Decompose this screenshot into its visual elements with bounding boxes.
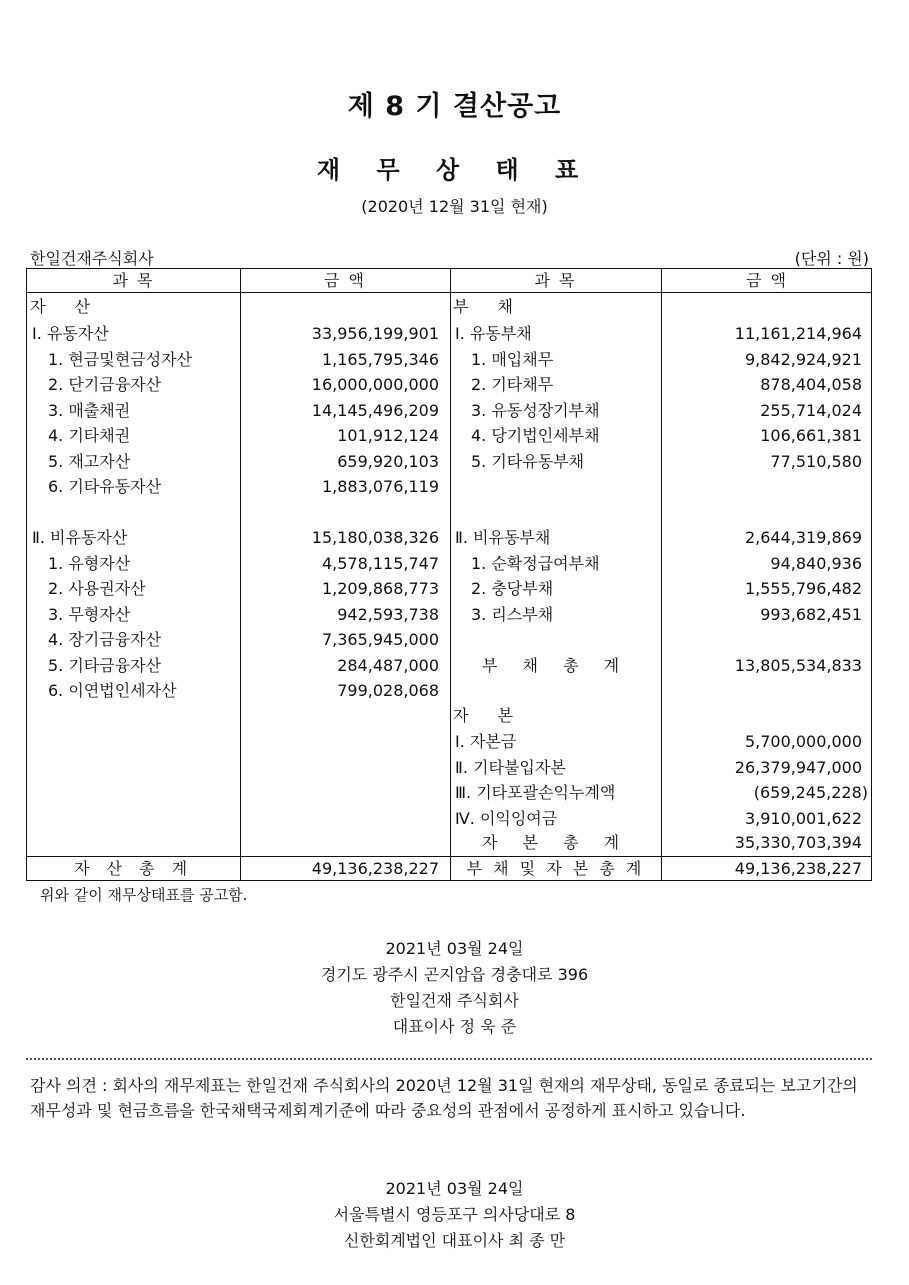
col-header-account: 과 목 xyxy=(112,271,155,290)
asset-amount: 284,487,000 xyxy=(337,656,439,675)
audit-opinion: 감사 의견 : 회사의 재무제표는 한일건재 주식회사의 2020년 12월 31일 현재의 재무상태, 동일로 종료되는 보고기간의 재무성과 및 현금흐름을 한국채택국제회계기준에 따라 중요성의 관점에서 공정하게 표시하고 있습니다. xyxy=(30,1076,858,1120)
asset-amount: 14,145,496,209 xyxy=(311,401,439,420)
liability-account: Ⅱ. 비유동부채 xyxy=(455,528,551,547)
asset-account: 3. 매출채권 xyxy=(48,401,131,420)
liability-amount: 94,840,936 xyxy=(770,554,862,573)
liability-amount: 993,682,451 xyxy=(760,605,862,624)
col-header-amount: 금 액 xyxy=(324,271,366,290)
liability-account: 2. 기타채무 xyxy=(471,375,554,394)
asset-account: Ⅰ. 유동자산 xyxy=(32,324,109,343)
liability-account: 1. 매입채무 xyxy=(471,350,554,369)
balance-sheet-table xyxy=(26,268,872,881)
asset-account: 6. 기타유동자산 xyxy=(48,477,162,496)
total-divider xyxy=(27,856,871,857)
col-header-account: 과 목 xyxy=(534,271,577,290)
asset-amount: 4,578,115,747 xyxy=(321,554,439,573)
unit-label: (단위 : 원) xyxy=(794,249,869,268)
equity-account: Ⅳ. 이익잉여금 xyxy=(455,809,558,828)
audit-date: 2021년 03월 24일 xyxy=(385,1179,524,1198)
liability-account: 3. 리스부채 xyxy=(471,605,554,624)
asset-amount: 799,028,068 xyxy=(337,681,439,700)
statement-title: 재 무 상 태 표 xyxy=(316,156,593,184)
asset-amount: 101,912,124 xyxy=(337,426,439,445)
announcement-date: 2021년 03월 24일 xyxy=(385,939,524,958)
asset-account: 3. 무형자산 xyxy=(48,605,131,624)
company-address: 경기도 광주시 곤지암읍 경충대로 396 xyxy=(320,965,589,984)
equity-section-label: 자 본 xyxy=(453,706,525,725)
liability-account: 2. 충당부채 xyxy=(471,579,554,598)
asset-account: 4. 기타채권 xyxy=(48,426,131,445)
total-liabilities-equity-amount: 49,136,238,227 xyxy=(734,859,862,878)
equity-account: Ⅰ. 자본금 xyxy=(455,732,517,751)
asset-account: 5. 재고자산 xyxy=(48,452,131,471)
header-divider xyxy=(27,292,871,293)
equity-amount: 26,379,947,000 xyxy=(734,758,862,777)
equity-account: Ⅱ. 기타불입자본 xyxy=(455,758,566,777)
liability-amount: 106,661,381 xyxy=(760,426,862,445)
announcement-note: 위와 같이 재무상태표를 공고함. xyxy=(40,886,248,904)
dotted-divider xyxy=(26,1058,872,1060)
total-equity-amount: 35,330,703,394 xyxy=(734,833,862,852)
liability-account: 5. 기타유동부채 xyxy=(471,452,585,471)
asset-amount: 33,956,199,901 xyxy=(311,324,439,343)
liability-amount: 11,161,214,964 xyxy=(734,324,862,343)
asset-amount: 15,180,038,326 xyxy=(311,528,439,547)
liability-account: 4. 당기법인세부채 xyxy=(471,426,600,445)
liability-amount: 255,714,024 xyxy=(760,401,862,420)
asset-account: 5. 기타금융자산 xyxy=(48,656,162,675)
asset-amount: 7,365,945,000 xyxy=(321,630,439,649)
as-of-date: (2020년 12월 31일 현재) xyxy=(361,197,548,216)
asset-account: 2. 단기금융자산 xyxy=(48,375,162,394)
liability-account: Ⅰ. 유동부채 xyxy=(455,324,532,343)
asset-account: Ⅱ. 비유동자산 xyxy=(32,528,128,547)
asset-account: 1. 유형자산 xyxy=(48,554,131,573)
equity-account: Ⅲ. 기타포괄손익누계액 xyxy=(455,783,616,802)
auditor-firm: 신한회계법인 대표이사 최 종 만 xyxy=(343,1231,566,1250)
ceo-name: 대표이사 정 욱 준 xyxy=(392,1017,517,1036)
total-liabilities-equity-label: 부 채 및 자 본 총 계 xyxy=(466,859,645,878)
column-divider xyxy=(450,269,451,880)
asset-account: 4. 장기금융자산 xyxy=(48,630,162,649)
liabilities-section-label: 부 채 xyxy=(453,297,525,316)
total-liabilities-amount: 13,805,534,833 xyxy=(734,656,862,675)
asset-account: 6. 이연법인세자산 xyxy=(48,681,177,700)
liability-amount: 9,842,924,921 xyxy=(744,350,862,369)
asset-amount: 1,883,076,119 xyxy=(321,477,439,496)
asset-amount: 942,593,738 xyxy=(337,605,439,624)
col-header-amount: 금 액 xyxy=(746,271,788,290)
liability-amount: 2,644,319,869 xyxy=(744,528,862,547)
total-equity-label: 자 본 총 계 xyxy=(482,833,630,852)
asset-account: 2. 사용권자산 xyxy=(48,579,146,598)
page-title: 제 8 기 결산공고 xyxy=(347,91,562,122)
liability-account: 3. 유동성장기부채 xyxy=(471,401,600,420)
total-assets-label: 자 산 총 계 xyxy=(73,859,194,878)
asset-account: 1. 현금및현금성자산 xyxy=(48,350,192,369)
company-signature-name: 한일건재 주식회사 xyxy=(390,991,519,1010)
assets-section-label: 자 산 xyxy=(30,297,102,316)
liability-account: 1. 순확정급여부채 xyxy=(471,554,600,573)
asset-amount: 16,000,000,000 xyxy=(311,375,439,394)
asset-amount: 1,165,795,346 xyxy=(321,350,439,369)
total-liabilities-label: 부 채 총 계 xyxy=(482,656,630,675)
auditor-address: 서울특별시 영등포구 의사당대로 8 xyxy=(333,1205,576,1224)
equity-amount: 3,910,001,622 xyxy=(744,809,862,828)
liability-amount: 77,510,580 xyxy=(770,452,862,471)
equity-amount: (659,245,228) xyxy=(753,783,868,802)
liability-amount: 878,404,058 xyxy=(760,375,862,394)
asset-amount: 659,920,103 xyxy=(337,452,439,471)
total-assets-amount: 49,136,238,227 xyxy=(311,859,439,878)
equity-amount: 5,700,000,000 xyxy=(744,732,862,751)
asset-amount: 1,209,868,773 xyxy=(321,579,439,598)
company-name: 한일건재주식회사 xyxy=(30,249,154,268)
liability-amount: 1,555,796,482 xyxy=(744,579,862,598)
